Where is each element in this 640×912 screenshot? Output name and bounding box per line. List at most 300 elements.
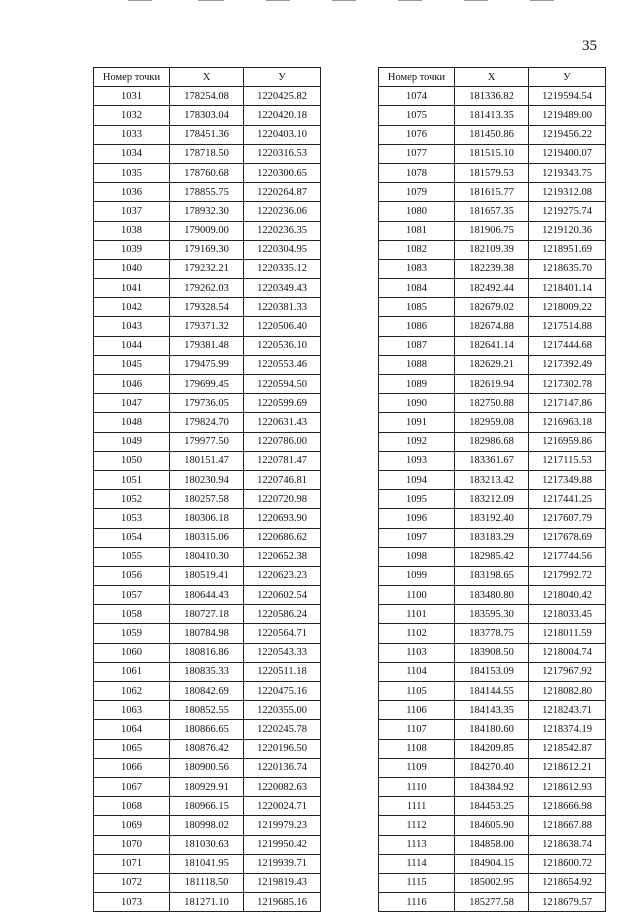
x-coordinate-cell: 184605.90 xyxy=(455,816,529,835)
y-coordinate-cell: 1219685.16 xyxy=(244,893,321,912)
table-row xyxy=(379,125,606,144)
header-y: У xyxy=(244,68,321,87)
y-coordinate-cell: 1217992.72 xyxy=(529,566,606,585)
table-header-row xyxy=(94,68,321,87)
y-coordinate-cell: 1220746.81 xyxy=(244,470,321,489)
x-coordinate-cell: 185002.95 xyxy=(455,873,529,892)
x-coordinate-cell: 183198.65 xyxy=(455,566,529,585)
x-coordinate-cell: 182674.88 xyxy=(455,317,529,336)
y-coordinate-cell: 1218679.57 xyxy=(529,893,606,912)
y-coordinate-cell: 1219939.71 xyxy=(244,854,321,873)
x-coordinate-cell: 179262.03 xyxy=(170,279,244,298)
y-coordinate-cell: 1220594.50 xyxy=(244,375,321,394)
y-coordinate-cell: 1216963.18 xyxy=(529,413,606,432)
y-coordinate-cell: 1217441.25 xyxy=(529,490,606,509)
y-coordinate-cell: 1220599.69 xyxy=(244,394,321,413)
point-number-cell: 1079 xyxy=(379,183,455,202)
table-row xyxy=(94,586,321,605)
y-coordinate-cell: 1220264.87 xyxy=(244,183,321,202)
point-number-cell: 1041 xyxy=(94,279,170,298)
table-row xyxy=(94,893,321,912)
table-row xyxy=(379,240,606,259)
point-number-cell: 1099 xyxy=(379,566,455,585)
y-coordinate-cell: 1220304.95 xyxy=(244,240,321,259)
x-coordinate-cell: 180816.86 xyxy=(170,643,244,662)
table-row xyxy=(94,144,321,163)
table-row xyxy=(379,566,606,585)
x-coordinate-cell: 182986.68 xyxy=(455,432,529,451)
point-number-cell: 1103 xyxy=(379,643,455,662)
table-row xyxy=(94,413,321,432)
y-coordinate-cell: 1219594.54 xyxy=(529,87,606,106)
point-number-cell: 1115 xyxy=(379,873,455,892)
point-number-cell: 1075 xyxy=(379,106,455,125)
point-number-cell: 1086 xyxy=(379,317,455,336)
x-coordinate-cell: 181515.10 xyxy=(455,144,529,163)
x-coordinate-cell: 183212.09 xyxy=(455,490,529,509)
x-coordinate-cell: 182750.88 xyxy=(455,394,529,413)
x-coordinate-cell: 178855.75 xyxy=(170,183,244,202)
point-number-cell: 1100 xyxy=(379,586,455,605)
header-x: X xyxy=(455,68,529,87)
table-row xyxy=(379,643,606,662)
y-coordinate-cell: 1219456.22 xyxy=(529,125,606,144)
point-number-cell: 1078 xyxy=(379,163,455,182)
point-number-cell: 1059 xyxy=(94,624,170,643)
table-row xyxy=(379,547,606,566)
point-number-cell: 1085 xyxy=(379,298,455,317)
top-scan-mark xyxy=(266,0,290,1)
x-coordinate-cell: 179328.54 xyxy=(170,298,244,317)
y-coordinate-cell: 1220403.10 xyxy=(244,125,321,144)
x-coordinate-cell: 178760.68 xyxy=(170,163,244,182)
x-coordinate-cell: 183908.50 xyxy=(455,643,529,662)
x-coordinate-cell: 181271.10 xyxy=(170,893,244,912)
x-coordinate-cell: 183778.75 xyxy=(455,624,529,643)
point-number-cell: 1106 xyxy=(379,701,455,720)
x-coordinate-cell: 182619.94 xyxy=(455,375,529,394)
x-coordinate-cell: 182109.39 xyxy=(455,240,529,259)
table-row xyxy=(379,106,606,125)
y-coordinate-cell: 1217514.88 xyxy=(529,317,606,336)
y-coordinate-cell: 1220553.46 xyxy=(244,355,321,374)
x-coordinate-cell: 178451.36 xyxy=(170,125,244,144)
point-number-cell: 1036 xyxy=(94,183,170,202)
point-number-cell: 1108 xyxy=(379,739,455,758)
coordinates-table-left xyxy=(93,67,321,912)
point-number-cell: 1047 xyxy=(94,394,170,413)
point-number-cell: 1089 xyxy=(379,375,455,394)
y-coordinate-cell: 1220316.53 xyxy=(244,144,321,163)
table-row xyxy=(379,490,606,509)
table-row xyxy=(94,739,321,758)
y-coordinate-cell: 1218004.74 xyxy=(529,643,606,662)
table-row xyxy=(94,509,321,528)
table-row xyxy=(379,605,606,624)
y-coordinate-cell: 1218666.98 xyxy=(529,797,606,816)
point-number-cell: 1070 xyxy=(94,835,170,854)
point-number-cell: 1056 xyxy=(94,566,170,585)
header-x: X xyxy=(170,68,244,87)
y-coordinate-cell: 1219819.43 xyxy=(244,873,321,892)
table-row xyxy=(94,202,321,221)
y-coordinate-cell: 1217115.53 xyxy=(529,451,606,470)
point-number-cell: 1068 xyxy=(94,797,170,816)
y-coordinate-cell: 1219120.36 xyxy=(529,221,606,240)
y-coordinate-cell: 1219979.23 xyxy=(244,816,321,835)
x-coordinate-cell: 181336.82 xyxy=(455,87,529,106)
table-row xyxy=(94,259,321,278)
table-row xyxy=(379,701,606,720)
x-coordinate-cell: 179475.99 xyxy=(170,355,244,374)
top-scan-mark xyxy=(198,0,224,1)
y-coordinate-cell: 1220300.65 xyxy=(244,163,321,182)
point-number-cell: 1084 xyxy=(379,279,455,298)
y-coordinate-cell: 1218040.42 xyxy=(529,586,606,605)
point-number-cell: 1091 xyxy=(379,413,455,432)
table-row xyxy=(94,643,321,662)
x-coordinate-cell: 181615.77 xyxy=(455,183,529,202)
y-coordinate-cell: 1220349.43 xyxy=(244,279,321,298)
table-row xyxy=(379,183,606,202)
x-coordinate-cell: 183480.80 xyxy=(455,586,529,605)
table-row xyxy=(379,144,606,163)
table-row xyxy=(379,394,606,413)
point-number-cell: 1107 xyxy=(379,720,455,739)
x-coordinate-cell: 184904.15 xyxy=(455,854,529,873)
point-number-cell: 1092 xyxy=(379,432,455,451)
y-coordinate-cell: 1220511.18 xyxy=(244,662,321,681)
x-coordinate-cell: 183183.29 xyxy=(455,528,529,547)
table-row xyxy=(94,106,321,125)
y-coordinate-cell: 1220355.00 xyxy=(244,701,321,720)
x-coordinate-cell: 179824.70 xyxy=(170,413,244,432)
point-number-cell: 1055 xyxy=(94,547,170,566)
x-coordinate-cell: 180929.91 xyxy=(170,777,244,796)
table-row xyxy=(94,394,321,413)
table-row xyxy=(94,451,321,470)
y-coordinate-cell: 1220623.23 xyxy=(244,566,321,585)
y-coordinate-cell: 1218638.74 xyxy=(529,835,606,854)
x-coordinate-cell: 180519.41 xyxy=(170,566,244,585)
point-number-cell: 1105 xyxy=(379,682,455,701)
point-number-cell: 1110 xyxy=(379,777,455,796)
point-number-cell: 1072 xyxy=(94,873,170,892)
table-row xyxy=(379,259,606,278)
point-number-cell: 1083 xyxy=(379,259,455,278)
table-row xyxy=(94,547,321,566)
x-coordinate-cell: 178303.04 xyxy=(170,106,244,125)
y-coordinate-cell: 1217349.88 xyxy=(529,470,606,489)
x-coordinate-cell: 179169.30 xyxy=(170,240,244,259)
table-row xyxy=(379,375,606,394)
table-row xyxy=(379,720,606,739)
y-coordinate-cell: 1220786.00 xyxy=(244,432,321,451)
x-coordinate-cell: 184384.92 xyxy=(455,777,529,796)
y-coordinate-cell: 1218009.22 xyxy=(529,298,606,317)
table-row xyxy=(94,87,321,106)
point-number-cell: 1063 xyxy=(94,701,170,720)
y-coordinate-cell: 1219400.07 xyxy=(529,144,606,163)
table-row xyxy=(379,221,606,240)
x-coordinate-cell: 180230.94 xyxy=(170,470,244,489)
table-row xyxy=(94,221,321,240)
point-number-cell: 1116 xyxy=(379,893,455,912)
point-number-cell: 1061 xyxy=(94,662,170,681)
y-coordinate-cell: 1220506.40 xyxy=(244,317,321,336)
y-coordinate-cell: 1220136.74 xyxy=(244,758,321,777)
point-number-cell: 1090 xyxy=(379,394,455,413)
point-number-cell: 1076 xyxy=(379,125,455,144)
y-coordinate-cell: 1217967.92 xyxy=(529,662,606,681)
point-number-cell: 1077 xyxy=(379,144,455,163)
x-coordinate-cell: 181118.50 xyxy=(170,873,244,892)
y-coordinate-cell: 1218654.92 xyxy=(529,873,606,892)
top-scan-mark xyxy=(332,0,356,1)
point-number-cell: 1113 xyxy=(379,835,455,854)
x-coordinate-cell: 179699.45 xyxy=(170,375,244,394)
y-coordinate-cell: 1218082.80 xyxy=(529,682,606,701)
table-row xyxy=(94,432,321,451)
x-coordinate-cell: 180866.65 xyxy=(170,720,244,739)
x-coordinate-cell: 178718.50 xyxy=(170,144,244,163)
x-coordinate-cell: 180998.02 xyxy=(170,816,244,835)
point-number-cell: 1045 xyxy=(94,355,170,374)
y-coordinate-cell: 1220586.24 xyxy=(244,605,321,624)
table-row xyxy=(379,451,606,470)
x-coordinate-cell: 182629.21 xyxy=(455,355,529,374)
table-row xyxy=(379,682,606,701)
x-coordinate-cell: 181413.35 xyxy=(455,106,529,125)
table-row xyxy=(379,816,606,835)
x-coordinate-cell: 180835.33 xyxy=(170,662,244,681)
table-row xyxy=(94,701,321,720)
y-coordinate-cell: 1218667.88 xyxy=(529,816,606,835)
x-coordinate-cell: 179381.48 xyxy=(170,336,244,355)
point-number-cell: 1031 xyxy=(94,87,170,106)
y-coordinate-cell: 1220082.63 xyxy=(244,777,321,796)
point-number-cell: 1093 xyxy=(379,451,455,470)
table-row xyxy=(379,777,606,796)
y-coordinate-cell: 1218612.93 xyxy=(529,777,606,796)
table-row xyxy=(379,202,606,221)
x-coordinate-cell: 183213.42 xyxy=(455,470,529,489)
x-coordinate-cell: 180306.18 xyxy=(170,509,244,528)
table-row xyxy=(379,470,606,489)
point-number-cell: 1101 xyxy=(379,605,455,624)
table-header-row xyxy=(379,68,606,87)
table-row xyxy=(379,854,606,873)
top-scan-mark xyxy=(464,0,488,1)
x-coordinate-cell: 180842.69 xyxy=(170,682,244,701)
x-coordinate-cell: 180151.47 xyxy=(170,451,244,470)
x-coordinate-cell: 180257.58 xyxy=(170,490,244,509)
table-row xyxy=(379,662,606,681)
point-number-cell: 1094 xyxy=(379,470,455,489)
table-row xyxy=(379,279,606,298)
table-row xyxy=(379,758,606,777)
point-number-cell: 1052 xyxy=(94,490,170,509)
table-row xyxy=(94,125,321,144)
x-coordinate-cell: 181906.75 xyxy=(455,221,529,240)
point-number-cell: 1037 xyxy=(94,202,170,221)
x-coordinate-cell: 179371.32 xyxy=(170,317,244,336)
y-coordinate-cell: 1219489.00 xyxy=(529,106,606,125)
point-number-cell: 1046 xyxy=(94,375,170,394)
x-coordinate-cell: 184180.60 xyxy=(455,720,529,739)
y-coordinate-cell: 1217392.49 xyxy=(529,355,606,374)
table-row xyxy=(94,240,321,259)
table-row xyxy=(379,87,606,106)
point-number-cell: 1048 xyxy=(94,413,170,432)
point-number-cell: 1114 xyxy=(379,854,455,873)
y-coordinate-cell: 1217744.56 xyxy=(529,547,606,566)
table-row xyxy=(379,797,606,816)
table-row xyxy=(94,490,321,509)
x-coordinate-cell: 180852.55 xyxy=(170,701,244,720)
point-number-cell: 1096 xyxy=(379,509,455,528)
x-coordinate-cell: 182985.42 xyxy=(455,547,529,566)
x-coordinate-cell: 179009.00 xyxy=(170,221,244,240)
x-coordinate-cell: 183595.30 xyxy=(455,605,529,624)
table-row xyxy=(379,873,606,892)
table-row xyxy=(94,624,321,643)
table-row xyxy=(94,279,321,298)
point-number-cell: 1081 xyxy=(379,221,455,240)
y-coordinate-cell: 1218033.45 xyxy=(529,605,606,624)
y-coordinate-cell: 1217302.78 xyxy=(529,375,606,394)
point-number-cell: 1043 xyxy=(94,317,170,336)
coordinates-table-right xyxy=(378,67,606,912)
x-coordinate-cell: 184209.85 xyxy=(455,739,529,758)
point-number-cell: 1050 xyxy=(94,451,170,470)
table-row xyxy=(379,413,606,432)
y-coordinate-cell: 1220602.54 xyxy=(244,586,321,605)
table-row xyxy=(94,470,321,489)
y-coordinate-cell: 1220781.47 xyxy=(244,451,321,470)
table-row xyxy=(94,720,321,739)
table-row xyxy=(94,317,321,336)
x-coordinate-cell: 182641.14 xyxy=(455,336,529,355)
table-row xyxy=(94,566,321,585)
point-number-cell: 1109 xyxy=(379,758,455,777)
table-row xyxy=(379,528,606,547)
table-row xyxy=(379,893,606,912)
x-coordinate-cell: 184153.09 xyxy=(455,662,529,681)
table-row xyxy=(379,739,606,758)
y-coordinate-cell: 1220475.16 xyxy=(244,682,321,701)
point-number-cell: 1049 xyxy=(94,432,170,451)
table-row xyxy=(94,298,321,317)
x-coordinate-cell: 184144.55 xyxy=(455,682,529,701)
table-row xyxy=(94,854,321,873)
point-number-cell: 1044 xyxy=(94,336,170,355)
y-coordinate-cell: 1219275.74 xyxy=(529,202,606,221)
y-coordinate-cell: 1218401.14 xyxy=(529,279,606,298)
table-row xyxy=(94,873,321,892)
y-coordinate-cell: 1220236.35 xyxy=(244,221,321,240)
x-coordinate-cell: 180900.56 xyxy=(170,758,244,777)
x-coordinate-cell: 185277.58 xyxy=(455,893,529,912)
point-number-cell: 1032 xyxy=(94,106,170,125)
table-row xyxy=(379,298,606,317)
point-number-cell: 1095 xyxy=(379,490,455,509)
x-coordinate-cell: 182959.08 xyxy=(455,413,529,432)
x-coordinate-cell: 179232.21 xyxy=(170,259,244,278)
point-number-cell: 1097 xyxy=(379,528,455,547)
point-number-cell: 1058 xyxy=(94,605,170,624)
y-coordinate-cell: 1220631.43 xyxy=(244,413,321,432)
x-coordinate-cell: 182492.44 xyxy=(455,279,529,298)
y-coordinate-cell: 1218951.69 xyxy=(529,240,606,259)
table-row xyxy=(379,336,606,355)
table-row xyxy=(94,183,321,202)
x-coordinate-cell: 181579.53 xyxy=(455,163,529,182)
y-coordinate-cell: 1220236.06 xyxy=(244,202,321,221)
x-coordinate-cell: 184453.25 xyxy=(455,797,529,816)
y-coordinate-cell: 1219312.08 xyxy=(529,183,606,202)
point-number-cell: 1054 xyxy=(94,528,170,547)
y-coordinate-cell: 1218635.70 xyxy=(529,259,606,278)
y-coordinate-cell: 1219950.42 xyxy=(244,835,321,854)
x-coordinate-cell: 180784.98 xyxy=(170,624,244,643)
y-coordinate-cell: 1220425.82 xyxy=(244,87,321,106)
y-coordinate-cell: 1218600.72 xyxy=(529,854,606,873)
y-coordinate-cell: 1216959.86 xyxy=(529,432,606,451)
y-coordinate-cell: 1220564.71 xyxy=(244,624,321,643)
y-coordinate-cell: 1218612.21 xyxy=(529,758,606,777)
x-coordinate-cell: 182679.02 xyxy=(455,298,529,317)
x-coordinate-cell: 181450.86 xyxy=(455,125,529,144)
table-row xyxy=(379,317,606,336)
table-row xyxy=(94,336,321,355)
table-row xyxy=(379,509,606,528)
table-row xyxy=(94,777,321,796)
x-coordinate-cell: 180644.43 xyxy=(170,586,244,605)
point-number-cell: 1066 xyxy=(94,758,170,777)
point-number-cell: 1112 xyxy=(379,816,455,835)
top-scan-mark xyxy=(128,0,152,1)
y-coordinate-cell: 1220196.50 xyxy=(244,739,321,758)
point-number-cell: 1064 xyxy=(94,720,170,739)
point-number-cell: 1051 xyxy=(94,470,170,489)
x-coordinate-cell: 184270.40 xyxy=(455,758,529,777)
x-coordinate-cell: 179977.50 xyxy=(170,432,244,451)
table-body-left xyxy=(94,87,321,912)
x-coordinate-cell: 180727.18 xyxy=(170,605,244,624)
y-coordinate-cell: 1220245.78 xyxy=(244,720,321,739)
table-row xyxy=(94,662,321,681)
table-row xyxy=(379,624,606,643)
point-number-cell: 1111 xyxy=(379,797,455,816)
table-row xyxy=(94,375,321,394)
y-coordinate-cell: 1217444.68 xyxy=(529,336,606,355)
table-row xyxy=(379,355,606,374)
table-row xyxy=(379,432,606,451)
point-number-cell: 1069 xyxy=(94,816,170,835)
x-coordinate-cell: 180410.30 xyxy=(170,547,244,566)
y-coordinate-cell: 1217607.79 xyxy=(529,509,606,528)
x-coordinate-cell: 182239.38 xyxy=(455,259,529,278)
x-coordinate-cell: 183192.40 xyxy=(455,509,529,528)
x-coordinate-cell: 179736.05 xyxy=(170,394,244,413)
x-coordinate-cell: 181657.35 xyxy=(455,202,529,221)
point-number-cell: 1035 xyxy=(94,163,170,182)
top-scan-mark xyxy=(398,0,422,1)
table-row xyxy=(94,835,321,854)
point-number-cell: 1104 xyxy=(379,662,455,681)
point-number-cell: 1057 xyxy=(94,586,170,605)
